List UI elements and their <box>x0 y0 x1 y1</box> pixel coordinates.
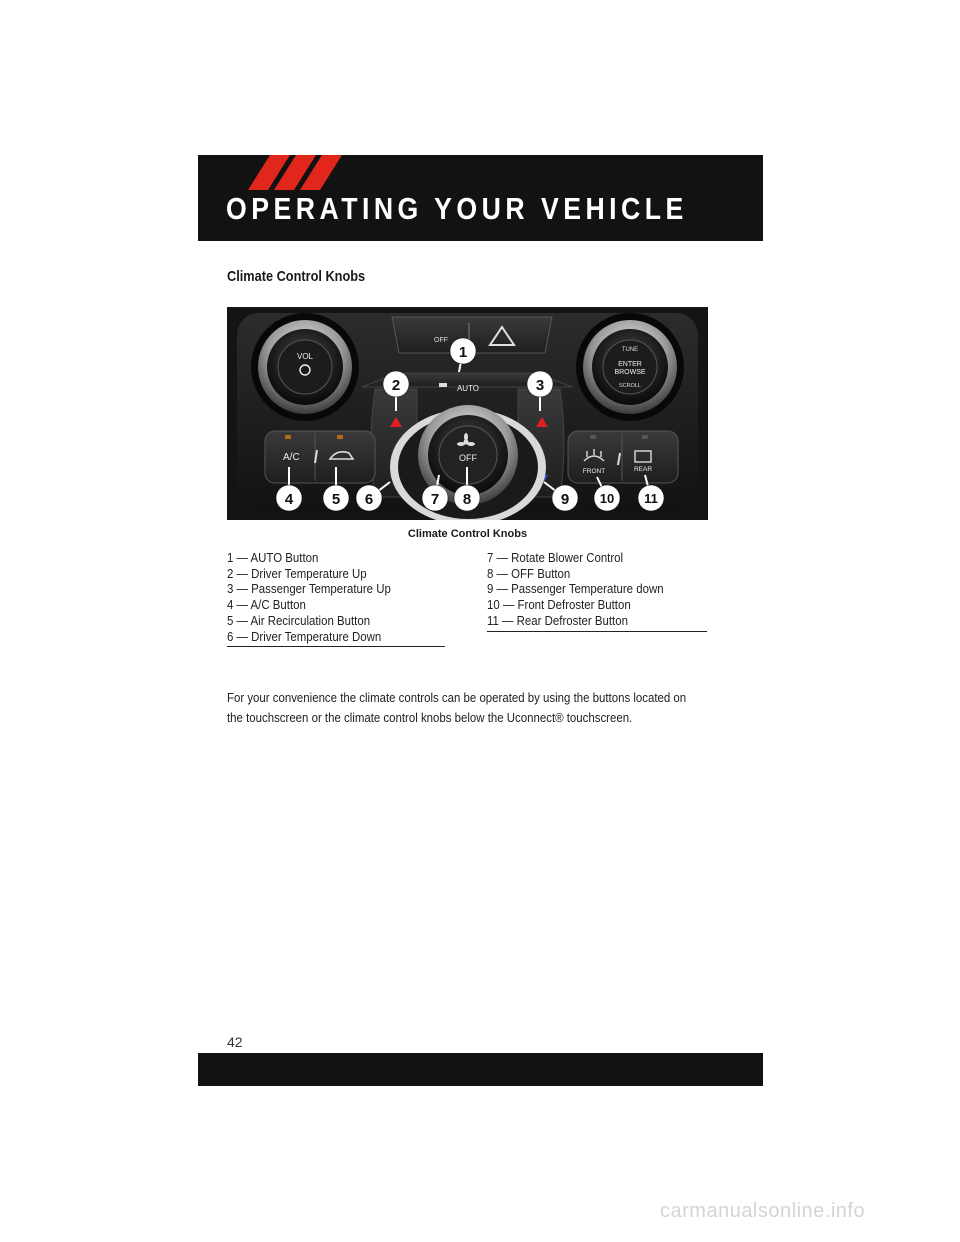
callout-4: 4 <box>284 491 294 508</box>
legend-right-list <box>487 550 707 632</box>
ac-label: A/C <box>283 452 300 463</box>
page-number: 42 <box>227 1034 243 1050</box>
legend-item: 2 — Driver Temperature Up <box>227 565 367 581</box>
callout-3: 3 <box>535 377 545 394</box>
body-paragraph <box>227 688 717 728</box>
vol-label: VOL <box>296 352 314 361</box>
legend-item: 11 — Rear Defroster Button <box>487 612 628 628</box>
front-label: FRONT <box>582 468 606 475</box>
callout-7: 7 <box>430 491 440 508</box>
legend-item: 8 — OFF Button <box>487 565 571 581</box>
figure-caption: Climate Control Knobs <box>407 528 528 540</box>
legend-item: 4 — A/C Button <box>227 597 306 613</box>
footer-bar <box>198 1053 763 1086</box>
legend-item: 7 — Rotate Blower Control <box>487 550 624 565</box>
auto-label: AUTO <box>456 384 480 393</box>
traction-off-label: OFF <box>434 337 448 344</box>
climate-panel-illustration <box>227 307 708 520</box>
tune-label: TUNE <box>621 347 639 353</box>
legend-item: 10 — Front Defroster Button <box>487 597 631 613</box>
center-off-label: OFF <box>459 453 477 463</box>
callout-2: 2 <box>391 377 401 394</box>
legend-item: 5 — Air Recirculation Button <box>227 612 371 628</box>
section-header-banner <box>198 155 763 241</box>
body-line-2: the touchscreen or the climate control knobs below the Uconnect® touchscreen. <box>227 710 633 725</box>
callout-8: 8 <box>462 491 472 508</box>
callout-1: 1 <box>458 344 468 361</box>
callout-10: 10 <box>599 491 615 506</box>
scroll-label: SCROLL <box>618 383 642 389</box>
enter-label: ENTER <box>618 361 642 368</box>
legend-item: 3 — Passenger Temperature Up <box>227 581 391 597</box>
climate-control-photo <box>227 307 708 520</box>
legend-item: 9 — Passenger Temperature down <box>487 581 664 597</box>
callout-5: 5 <box>331 491 341 508</box>
watermark-text: carmanualsonline.info <box>660 1200 866 1222</box>
legend-left-list <box>227 550 445 647</box>
callout-6: 6 <box>364 491 374 508</box>
callout-9: 9 <box>560 491 570 508</box>
rear-label: REAR <box>633 466 653 473</box>
browse-label: BROWSE <box>614 369 646 376</box>
legend-item: 1 — AUTO Button <box>227 550 319 565</box>
stripes-logo <box>248 155 343 190</box>
body-line-1: For your convenience the climate controls can be operated by using the buttons located on <box>227 690 687 705</box>
callout-11: 11 <box>644 491 658 506</box>
section-title: Climate Control Knobs <box>227 268 366 285</box>
header-title: OPERATING YOUR VEHICLE <box>226 191 688 226</box>
legend-item: 6 — Driver Temperature Down <box>227 628 382 644</box>
